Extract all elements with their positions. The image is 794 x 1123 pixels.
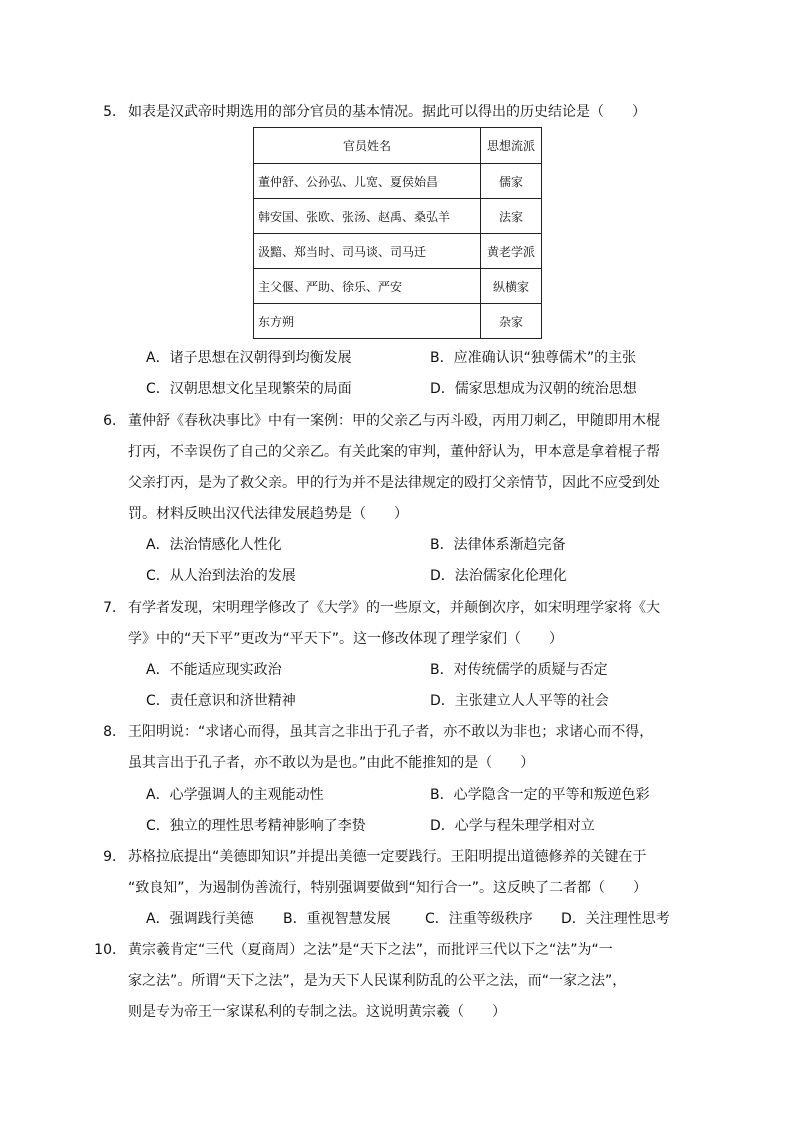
table-row bbox=[254, 199, 542, 234]
option-row bbox=[146, 343, 706, 374]
question-8-options bbox=[146, 780, 706, 842]
option-c[interactable]: C．汉朝思想文化呈现繁荣的局面 bbox=[146, 381, 352, 397]
question-10 bbox=[94, 935, 688, 1028]
question-6-options bbox=[146, 530, 706, 592]
option-a[interactable]: A．心学强调人的主观能动性 bbox=[146, 787, 324, 803]
officials-table bbox=[253, 127, 542, 339]
option-b[interactable]: B．法律体系渐趋完备 bbox=[430, 537, 566, 553]
option-c[interactable]: C．责任意识和济世精神 bbox=[146, 693, 296, 709]
question-text-line: 有学者发现，宋明理学修改了《大学》的一些原文，并颠倒次序，如宋明理学家将《大 bbox=[128, 600, 660, 616]
question-text-line: 家之法”。所谓“天下之法”，是为天下人民谋利防乱的公平之法，而“一家之法”， bbox=[128, 973, 627, 989]
option-a[interactable]: A．诸子思想在汉朝得到均衡发展 bbox=[146, 350, 352, 366]
option-row bbox=[146, 561, 706, 592]
question-number: 6． bbox=[103, 413, 126, 429]
table-row bbox=[254, 269, 542, 304]
option-a[interactable]: A．法治情感化人性化 bbox=[146, 537, 282, 553]
question-text-line: 董仲舒《春秋决事比》中有一案例：甲的父亲乙与丙斗殴，丙用刀刺乙，甲随即用木棍 bbox=[128, 413, 660, 429]
option-b[interactable]: B．心学隐含一定的平等和叛逆色彩 bbox=[430, 787, 650, 803]
question-text-line: 则是专为帝王一家谋私利的专制之法。这说明黄宗羲（ ） bbox=[128, 1004, 506, 1020]
question-text-line: 王阳明说：“求诸心而得，虽其言之非出于孔子者，亦不敢以为非也；求诸心而不得， bbox=[128, 724, 654, 740]
option-c[interactable]: C．从人治到法治的发展 bbox=[146, 568, 296, 584]
option-b[interactable]: B．应准确认识“独尊儒术”的主张 bbox=[430, 350, 637, 366]
option-b[interactable]: B．对传统儒学的质疑与否定 bbox=[430, 662, 608, 678]
header-school: 思想流派 bbox=[481, 128, 542, 164]
question-text-line: 父亲打丙，是为了救父亲。甲的行为并不是法律规定的殴打父亲情节，因此不应受到处 bbox=[128, 475, 660, 491]
option-d[interactable]: D．法治儒家化伦理化 bbox=[430, 568, 567, 584]
school-name: 黄老学派 bbox=[481, 234, 542, 269]
option-row bbox=[146, 374, 706, 405]
option-d[interactable]: D．主张建立人人平等的社会 bbox=[430, 693, 609, 709]
question-text-line: 打丙，不幸误伤了自己的父亲乙。有关此案的审判，董仲舒认为，甲本意是拿着棍子帮 bbox=[128, 444, 660, 460]
school-name: 杂家 bbox=[481, 304, 542, 339]
option-b[interactable]: B．重视智慧发展 bbox=[283, 911, 391, 927]
question-7-options bbox=[146, 655, 706, 717]
option-d[interactable]: D．关注理性思考 bbox=[561, 911, 670, 927]
official-names: 东方朔 bbox=[254, 304, 481, 339]
question-8 bbox=[103, 717, 688, 779]
option-a[interactable]: A．不能适应现实政治 bbox=[146, 662, 282, 678]
question-5 bbox=[103, 97, 688, 128]
option-row bbox=[146, 686, 706, 717]
header-official-names: 官员姓名 bbox=[254, 128, 481, 164]
question-5-options bbox=[146, 343, 706, 405]
option-c[interactable]: C．独立的理性思考精神影响了李贽 bbox=[146, 818, 366, 834]
option-d[interactable]: D．心学与程朱理学相对立 bbox=[430, 818, 595, 834]
official-names: 主父偃、严助、徐乐、严安 bbox=[254, 269, 481, 304]
table-header-row bbox=[254, 128, 542, 164]
option-c[interactable]: C．注重等级秩序 bbox=[425, 911, 533, 927]
option-row bbox=[146, 530, 706, 561]
school-name: 儒家 bbox=[481, 164, 542, 199]
question-text: 如表是汉武帝时期选用的部分官员的基本情况。据此可以得出的历史结论是（ ） bbox=[128, 104, 646, 120]
question-9-options bbox=[146, 904, 706, 935]
question-text-line: 学》中的“天下平”更改为“平天下”。这一修改体现了理学家们（ ） bbox=[128, 631, 564, 647]
school-name: 法家 bbox=[481, 199, 542, 234]
question-text-line: 虽其言出于孔子者，亦不敢以为是也。”由此不能推知的是（ ） bbox=[128, 755, 535, 771]
question-7 bbox=[103, 593, 688, 655]
question-6 bbox=[103, 406, 688, 530]
question-number: 5． bbox=[103, 104, 126, 120]
table-row bbox=[254, 164, 542, 199]
table-row bbox=[254, 234, 542, 269]
option-row bbox=[146, 655, 706, 686]
official-names: 韩安国、张欧、张汤、赵禹、桑弘羊 bbox=[254, 199, 481, 234]
question-text-line: 罚。材料反映出汉代法律发展趋势是（ ） bbox=[128, 506, 408, 522]
option-row bbox=[146, 780, 706, 811]
question-text-line: 黄宗羲肯定“三代（夏商周）之法”是“天下之法”，而批评三代以下之“法”为“一 bbox=[128, 942, 613, 958]
question-number: 9． bbox=[103, 849, 126, 865]
option-row bbox=[146, 811, 706, 842]
question-9 bbox=[103, 842, 688, 904]
option-a[interactable]: A．强调践行美德 bbox=[146, 911, 254, 927]
question-number: 10． bbox=[94, 942, 126, 958]
official-names: 汲黯、郑当时、司马谈、司马迁 bbox=[254, 234, 481, 269]
question-number: 7． bbox=[103, 600, 126, 616]
table-row bbox=[254, 304, 542, 339]
question-text-line: 苏格拉底提出“美德即知识”并提出美德一定要践行。王阳明提出道德修养的关键在于 bbox=[128, 849, 647, 865]
school-name: 纵横家 bbox=[481, 269, 542, 304]
question-text-line: “致良知”，为遏制伪善流行，特别强调要做到“知行合一”。这反映了二者都（ ） bbox=[128, 880, 648, 896]
option-d[interactable]: D．儒家思想成为汉朝的统治思想 bbox=[430, 381, 637, 397]
question-number: 8． bbox=[103, 724, 126, 740]
official-names: 董仲舒、公孙弘、儿宽、夏侯始昌 bbox=[254, 164, 481, 199]
option-row bbox=[146, 904, 706, 935]
